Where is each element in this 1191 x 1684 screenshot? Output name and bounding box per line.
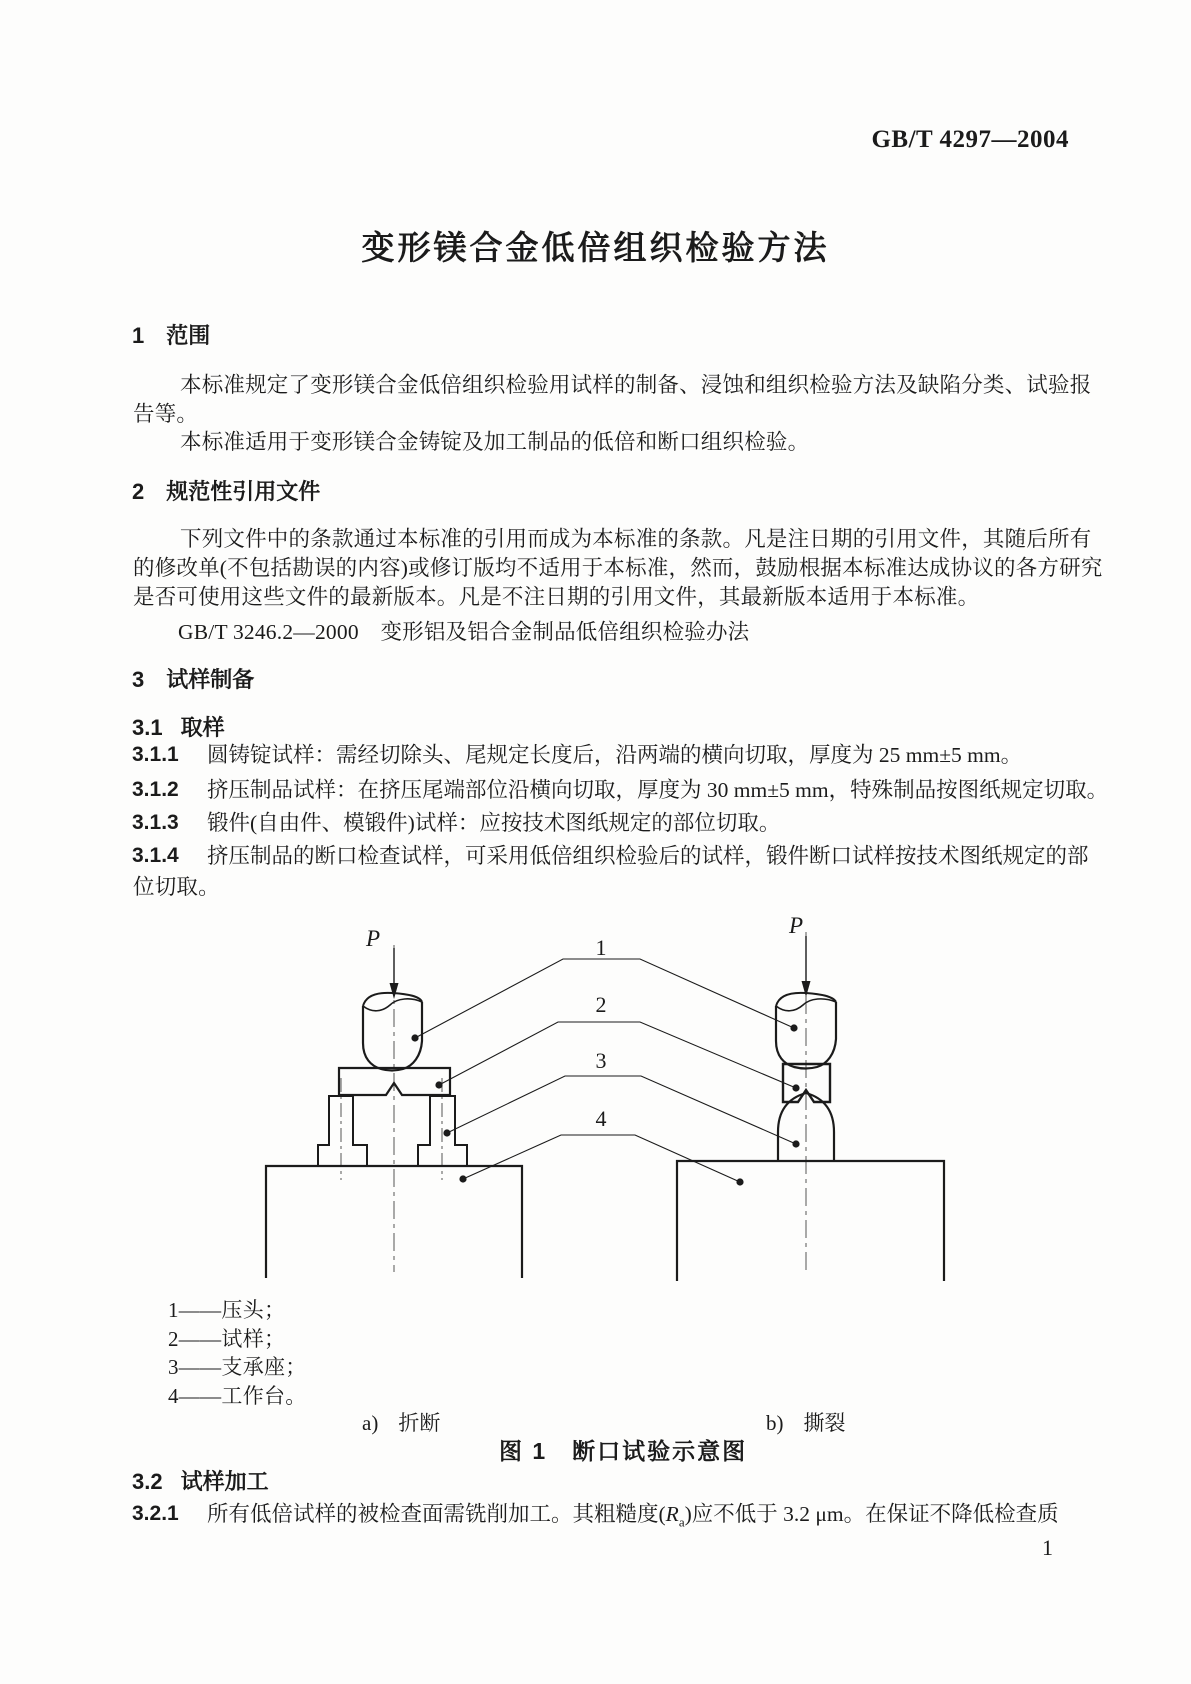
callout-3-number: 3	[595, 1048, 607, 1073]
right-force-arrowhead-icon	[802, 981, 811, 997]
section-3-number: 3	[132, 667, 145, 692]
roughness-subscript: a	[678, 1514, 685, 1530]
section-2-title: 规范性引用文件	[166, 479, 321, 504]
scope-paragraph2: 本标准适用于变形镁合金铸锭及加工制品的低倍和断口组织检验。	[180, 430, 810, 454]
right-worktable	[677, 1161, 944, 1281]
section-1-number: 1	[132, 323, 145, 348]
section-3-2-number: 3.2	[132, 1469, 163, 1494]
scope-paragraph-line2: 告等。	[133, 402, 199, 426]
legend-item-4: 4——工作台。	[168, 1384, 307, 1408]
subfigure-a-label: a)	[362, 1411, 379, 1435]
legend-item-2: 2——试样；	[168, 1327, 286, 1351]
section-3-2-heading	[132, 1468, 269, 1496]
clause-3-1-2-text: 挤压制品试样：在挤压尾端部位沿横向切取，厚度为 30 mm±5 mm，特殊制品按图纸规定切取。	[207, 778, 1109, 802]
left-support-block-left	[318, 1096, 367, 1166]
page-number: 1	[1042, 1535, 1053, 1560]
clause-3-2-1-text-post: )应不低于 3.2 μm。在保证不降低检查质	[684, 1502, 1059, 1526]
scope-paragraph-line1: 本标准规定了变形镁合金低倍组织检验用试样的制备、浸蚀和组织检验方法及缺陷分类、试验报	[180, 373, 1092, 397]
figure-1-caption: 图 1 断口试验示意图	[499, 1438, 748, 1464]
clause-3-2-1	[132, 1501, 1059, 1531]
left-force-label: P	[365, 926, 381, 951]
section-3-1-number: 3.1	[132, 715, 163, 740]
clause-3-2-1-text	[207, 1501, 1059, 1531]
referenced-standard: GB/T 3246.2—2000 变形铝及铝合金制品低倍组织检验办法	[178, 620, 750, 644]
callout-1-dot-right	[790, 1024, 797, 1031]
subfigure-b-title: 撕裂	[803, 1411, 846, 1435]
legend-item-1: 1——压头；	[168, 1298, 286, 1322]
subfigure-b-caption	[766, 1410, 846, 1436]
normative-ref-line3: 是否可使用这些文件的最新版本。凡是不注日期的引用文件，其最新版本适用于本标准。	[133, 585, 980, 609]
clause-3-1-1-text: 圆铸锭试样：需经切除头、尾规定长度后，沿两端的横向切取，厚度为 25 mm±5 mm。	[207, 743, 1023, 767]
callout-1-number: 1	[595, 935, 607, 960]
subfigure-a-title: 折断	[398, 1411, 441, 1435]
callout-2-number: 2	[595, 992, 607, 1017]
clause-3-1-3-text: 锻件(自由件、模锻件)试样：应按技术图纸规定的部位切取。	[207, 811, 781, 835]
clause-3-1-4-text-line2: 位切取。	[133, 875, 220, 899]
callout-4-number: 4	[595, 1106, 607, 1131]
subfigure-b-label: b)	[766, 1411, 784, 1435]
callout-2-dot-right	[792, 1084, 799, 1091]
left-force-arrowhead-icon	[390, 983, 399, 999]
standard-number-header: GB/T 4297—2004	[871, 126, 1069, 153]
callout-4-leader	[463, 1135, 740, 1182]
clause-3-1-4-text: 挤压制品的断口检查试样，可采用低倍组织检验后的试样，锻件断口试样按技术图纸规定的部	[207, 844, 1089, 868]
section-3-title: 试样制备	[166, 667, 255, 692]
subfigure-a-caption	[362, 1410, 440, 1436]
right-force-label: P	[788, 913, 804, 938]
callout-3-dot-left	[443, 1129, 450, 1136]
roughness-symbol: R	[665, 1502, 679, 1526]
callout-2-leader	[439, 1022, 796, 1088]
section-3-1-title: 取样	[180, 715, 225, 740]
clause-3-2-1-number: 3.2.1	[132, 1502, 179, 1525]
normative-ref-line2: 的修改单(不包括勘误的内容)或修订版均不适用于本标准，然而，鼓励根据本标准达成协议的各方研究	[133, 556, 1103, 580]
clause-3-1-2-number: 3.1.2	[132, 778, 179, 801]
section-2-number: 2	[132, 479, 145, 504]
clause-3-1-3-number: 3.1.3	[132, 811, 179, 834]
clause-3-1-1-number: 3.1.1	[132, 743, 179, 766]
callout-4-dot-left	[459, 1175, 466, 1182]
clause-3-1-4-number: 3.1.4	[132, 844, 179, 867]
document-title: 变形镁合金低倍组织检验方法	[361, 229, 830, 266]
callout-3-leader	[447, 1076, 796, 1144]
legend-item-3: 3——支承座；	[168, 1355, 307, 1379]
clause-3-2-1-text-pre: 所有低倍试样的被检查面需铣削加工。其粗糙度(	[207, 1502, 666, 1526]
callout-2-dot-left	[435, 1081, 442, 1088]
normative-ref-line1: 下列文件中的条款通过本标准的引用而成为本标准的条款。凡是注日期的引用文件，其随后所有	[180, 527, 1092, 551]
callout-4-dot-right	[736, 1178, 743, 1185]
left-punch-concave-seat	[363, 999, 422, 1011]
section-3-2-title: 试样加工	[180, 1469, 269, 1494]
callout-3-dot-right	[792, 1140, 799, 1147]
section-1-title: 范围	[166, 323, 211, 348]
callout-1-dot-left	[411, 1034, 418, 1041]
